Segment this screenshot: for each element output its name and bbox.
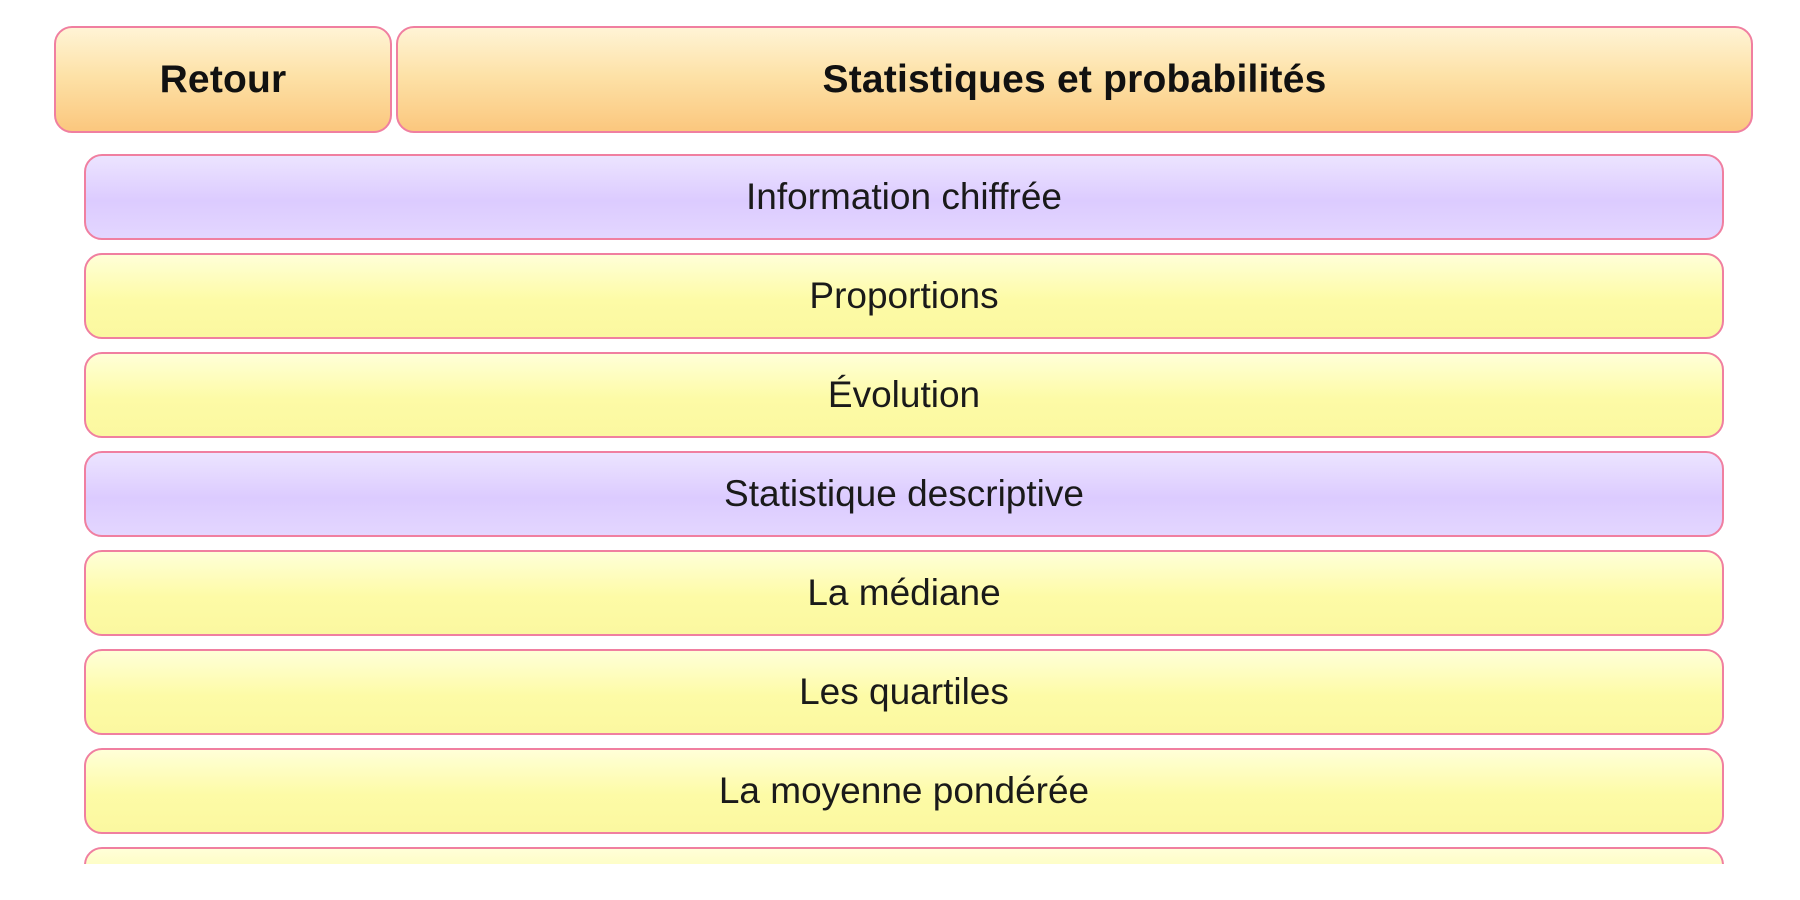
back-button-label: Retour xyxy=(159,57,287,101)
list-item-information-chiffree[interactable] xyxy=(84,154,1724,240)
list-item-evolution[interactable] xyxy=(84,352,1724,438)
list-item-statistique-descriptive[interactable] xyxy=(84,451,1724,537)
list-item-la-mediane[interactable] xyxy=(84,550,1724,636)
list-item-label: La moyenne pondérée xyxy=(718,770,1090,811)
list-item-label: Les quartiles xyxy=(799,671,1009,712)
list-item-label: Évolution xyxy=(827,374,981,415)
topic-list[interactable] xyxy=(84,154,1724,864)
list-item-label: Information chiffrée xyxy=(745,176,1063,217)
list-item-les-quartiles[interactable] xyxy=(84,649,1724,735)
list-item-label: Statistique descriptive xyxy=(724,473,1084,514)
list-item-proportions[interactable] xyxy=(84,253,1724,339)
page-title: Statistiques et probabilités xyxy=(822,57,1327,101)
list-item-label: Proportions xyxy=(809,275,999,316)
page-title-bar xyxy=(396,26,1753,133)
list-item-partial[interactable] xyxy=(84,847,1724,864)
back-button[interactable] xyxy=(54,26,392,133)
list-item-la-moyenne-ponderee[interactable] xyxy=(84,748,1724,834)
list-item-label: La médiane xyxy=(807,572,1001,613)
